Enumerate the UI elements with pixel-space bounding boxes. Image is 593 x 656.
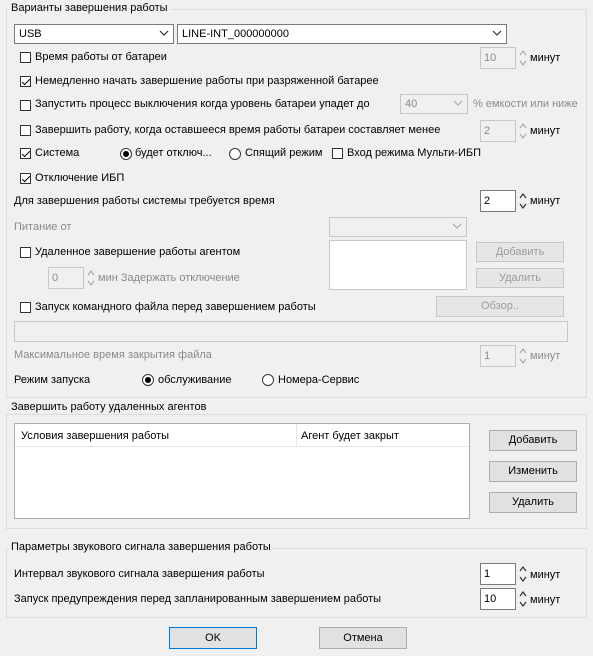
browse-button[interactable]: Обзор..	[436, 296, 564, 317]
remote-agents-title: Завершить работу удаленных агентов	[11, 401, 207, 413]
device-select[interactable]	[177, 24, 507, 44]
remaining-time-checkbox[interactable]	[20, 125, 31, 136]
battery-time-value: 10	[484, 52, 497, 64]
battery-time-checkbox[interactable]	[20, 52, 31, 63]
delete-remote-agent-button[interactable]: Удалить	[489, 492, 577, 513]
chevron-down-icon	[159, 28, 169, 38]
warning-spinner[interactable]	[480, 588, 530, 610]
max-close-value: 1	[484, 350, 491, 362]
column-header-conditions[interactable]: Условия завершения работы	[21, 430, 170, 442]
sleep-mode-radio[interactable]	[229, 148, 241, 160]
delay-value: 0	[52, 272, 59, 284]
number-service-label: Номера-Сервис	[278, 374, 360, 386]
spin-arrows-icon[interactable]	[518, 345, 528, 367]
remote-agents-table[interactable]	[14, 423, 470, 519]
cmd-file-checkbox[interactable]	[20, 302, 31, 313]
port-select[interactable]	[14, 24, 174, 44]
multi-ups-checkbox[interactable]	[332, 148, 343, 159]
spin-arrows-icon[interactable]	[518, 120, 528, 142]
shutdown-time-spinner[interactable]	[480, 190, 530, 212]
max-close-unit: минут	[530, 350, 561, 362]
system-label: Система	[35, 147, 80, 159]
cmd-file-label: Запуск командного файла перед завершением работы	[35, 301, 316, 313]
shutdown-time-value: 2	[484, 195, 491, 207]
beep-params-title: Параметры звукового сигнала завершения работы	[11, 541, 271, 553]
device-select-value: LINE-INT_000000000	[182, 28, 290, 40]
beep-interval-label: Интервал звукового сигнала завершения работы	[14, 568, 265, 580]
beep-interval-unit: минут	[530, 569, 561, 581]
ups-off-checkbox[interactable]	[20, 173, 31, 184]
sleep-mode-label: Спящий режим	[245, 147, 323, 159]
power-from-label: Питание от	[14, 221, 72, 233]
battery-level-unit: % емкости или ниже	[473, 98, 578, 110]
battery-time-label: Время работы от батареи	[35, 51, 167, 63]
chevron-down-icon	[452, 221, 462, 231]
add-remote-agent-button[interactable]: Добавить	[489, 430, 577, 451]
remaining-time-spinner[interactable]	[480, 120, 530, 142]
remote-agent-list[interactable]	[329, 240, 467, 290]
spin-arrows-icon[interactable]	[518, 47, 528, 69]
battery-level-checkbox[interactable]	[20, 100, 31, 111]
beep-interval-spinner[interactable]	[480, 563, 530, 585]
system-checkbox[interactable]	[20, 148, 31, 159]
system-shutdown-radio[interactable]	[120, 148, 132, 160]
system-shutdown-label: будет отключ...	[135, 147, 212, 159]
service-mode-label: обслуживание	[158, 374, 232, 386]
add-agent-button[interactable]: Добавить	[476, 242, 564, 262]
beep-interval-value: 1	[484, 568, 491, 580]
service-mode-radio[interactable]	[142, 374, 154, 386]
ups-off-label: Отключение ИБП	[35, 172, 125, 184]
warning-unit: минут	[530, 594, 561, 606]
power-from-select[interactable]	[329, 217, 467, 237]
chevron-down-icon	[492, 28, 502, 38]
shutdown-options-title: Варианты завершения работы	[11, 2, 168, 14]
battery-time-spinner[interactable]	[480, 47, 530, 69]
ok-button[interactable]: OK	[169, 627, 257, 649]
number-service-radio[interactable]	[262, 374, 274, 386]
remaining-time-unit: минут	[530, 125, 561, 137]
column-header-agent[interactable]: Агент будет закрыт	[301, 430, 399, 442]
spin-arrows-icon[interactable]	[86, 267, 96, 289]
max-close-spinner[interactable]	[480, 345, 530, 367]
remote-agent-checkbox[interactable]	[20, 247, 31, 258]
shutdown-time-unit: минут	[530, 195, 561, 207]
cmd-file-path[interactable]	[14, 321, 568, 342]
spin-arrows-icon[interactable]	[518, 190, 528, 212]
edit-remote-agent-button[interactable]: Изменить	[489, 461, 577, 482]
delay-spinner[interactable]	[48, 267, 98, 289]
battery-time-unit: минут	[530, 52, 561, 64]
immediate-shutdown-checkbox[interactable]	[20, 76, 31, 87]
warning-label: Запуск предупреждения перед запланированным завершением работы	[14, 593, 382, 605]
immediate-shutdown-label: Немедленно начать завершение работы при разряженной батарее	[35, 75, 379, 87]
chevron-down-icon	[453, 98, 463, 108]
remote-agent-label: Удаленное завершение работы агентом	[35, 246, 241, 258]
warning-value: 10	[484, 593, 497, 605]
launch-mode-label: Режим запуска	[14, 374, 91, 386]
spin-arrows-icon[interactable]	[518, 588, 528, 610]
remaining-time-value: 2	[484, 125, 491, 137]
table-header	[15, 424, 469, 447]
cancel-button[interactable]: Отмена	[319, 627, 407, 649]
battery-level-label: Запустить процесс выключения когда уровень батареи упадет до	[35, 98, 370, 110]
shutdown-time-label: Для завершения работы системы требуется время	[14, 195, 275, 207]
battery-level-select[interactable]	[400, 94, 468, 114]
delay-label: мин Задержать отключение	[98, 272, 240, 284]
port-select-value: USB	[19, 28, 42, 40]
battery-level-value: 40	[405, 98, 418, 110]
spin-arrows-icon[interactable]	[518, 563, 528, 585]
delete-agent-button[interactable]: Удалить	[476, 268, 564, 288]
multi-ups-label: Вход режима Мульти-ИБП	[347, 147, 482, 159]
max-close-label: Максимальное время закрытия файла	[14, 349, 212, 361]
remaining-time-label: Завершить работу, когда оставшееся время работы батареи составляет менее	[35, 124, 441, 136]
